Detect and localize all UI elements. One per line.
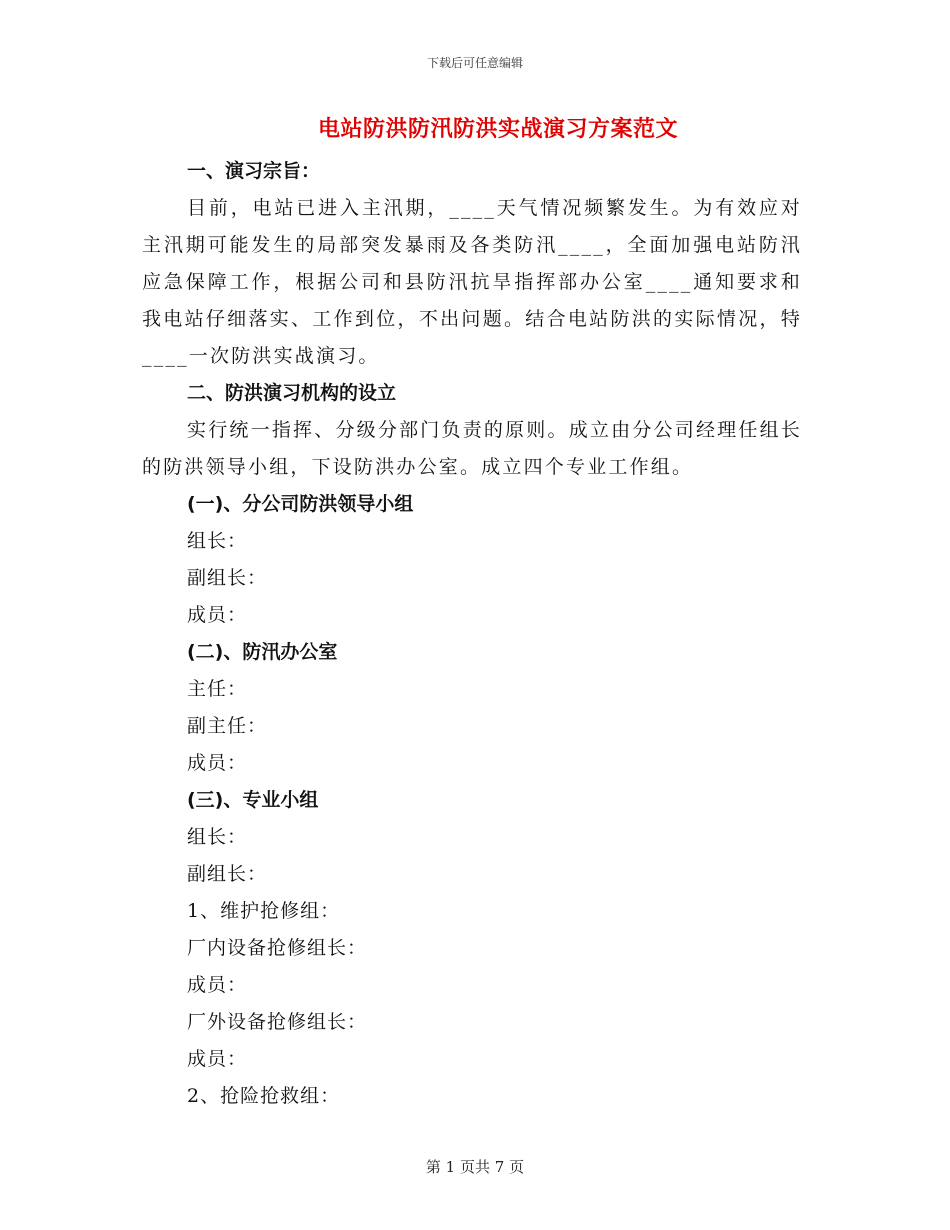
field-label: 成员： [187, 752, 248, 774]
field-label: 主任： [187, 678, 248, 700]
paragraph: 目前，电站已进入主汛期，____天气情况频繁发生。为有效应对主汛期可能发生的局部突发暴雨及各类防汛____，全面加强电站防汛应急保障工作，根据公司和县防汛抗旱指挥部办公室____通知要求和我电站仔细落实、工作到位，不出问题。结合电站防洪的实际情况，特____一次防洪实战演习。 [142, 197, 802, 367]
document-body [142, 153, 802, 1115]
field-label: 副组长： [187, 567, 268, 589]
paragraph: 实行统一指挥、分级分部门负责的原则。成立由分公司经理任组长的防洪领导小组，下设防洪办公室。成立四个专业工作组。 [142, 419, 802, 478]
field-label: 副组长： [187, 863, 268, 885]
field-label: 成员： [187, 974, 248, 996]
section-heading: 一、演习宗旨： [187, 160, 321, 182]
subsection-heading: (一)、分公司防洪领导小组 [187, 493, 414, 515]
field-label: 组长： [187, 826, 248, 848]
section-heading: 二、防洪演习机构的设立 [187, 382, 397, 404]
group-heading: 2、抢险抢救组： [187, 1085, 341, 1107]
subsection-heading: (二)、防汛办公室 [187, 641, 338, 663]
subsection-heading: (三)、专业小组 [187, 789, 319, 811]
group-heading: 1、维护抢修组： [187, 900, 341, 922]
header-note: 下载后可任意编辑 [426, 56, 523, 70]
field-label: 成员： [187, 1048, 248, 1070]
field-label: 厂外设备抢修组长： [187, 1011, 368, 1033]
field-label: 副主任： [187, 715, 268, 737]
field-label: 厂内设备抢修组长： [187, 937, 368, 959]
document-title: 电站防洪防汛防洪实战演习方案范文 [317, 116, 678, 142]
page-number: 第 1 页共 7 页 [425, 1158, 525, 1176]
field-label: 组长： [187, 530, 248, 552]
field-label: 成员： [187, 604, 248, 626]
